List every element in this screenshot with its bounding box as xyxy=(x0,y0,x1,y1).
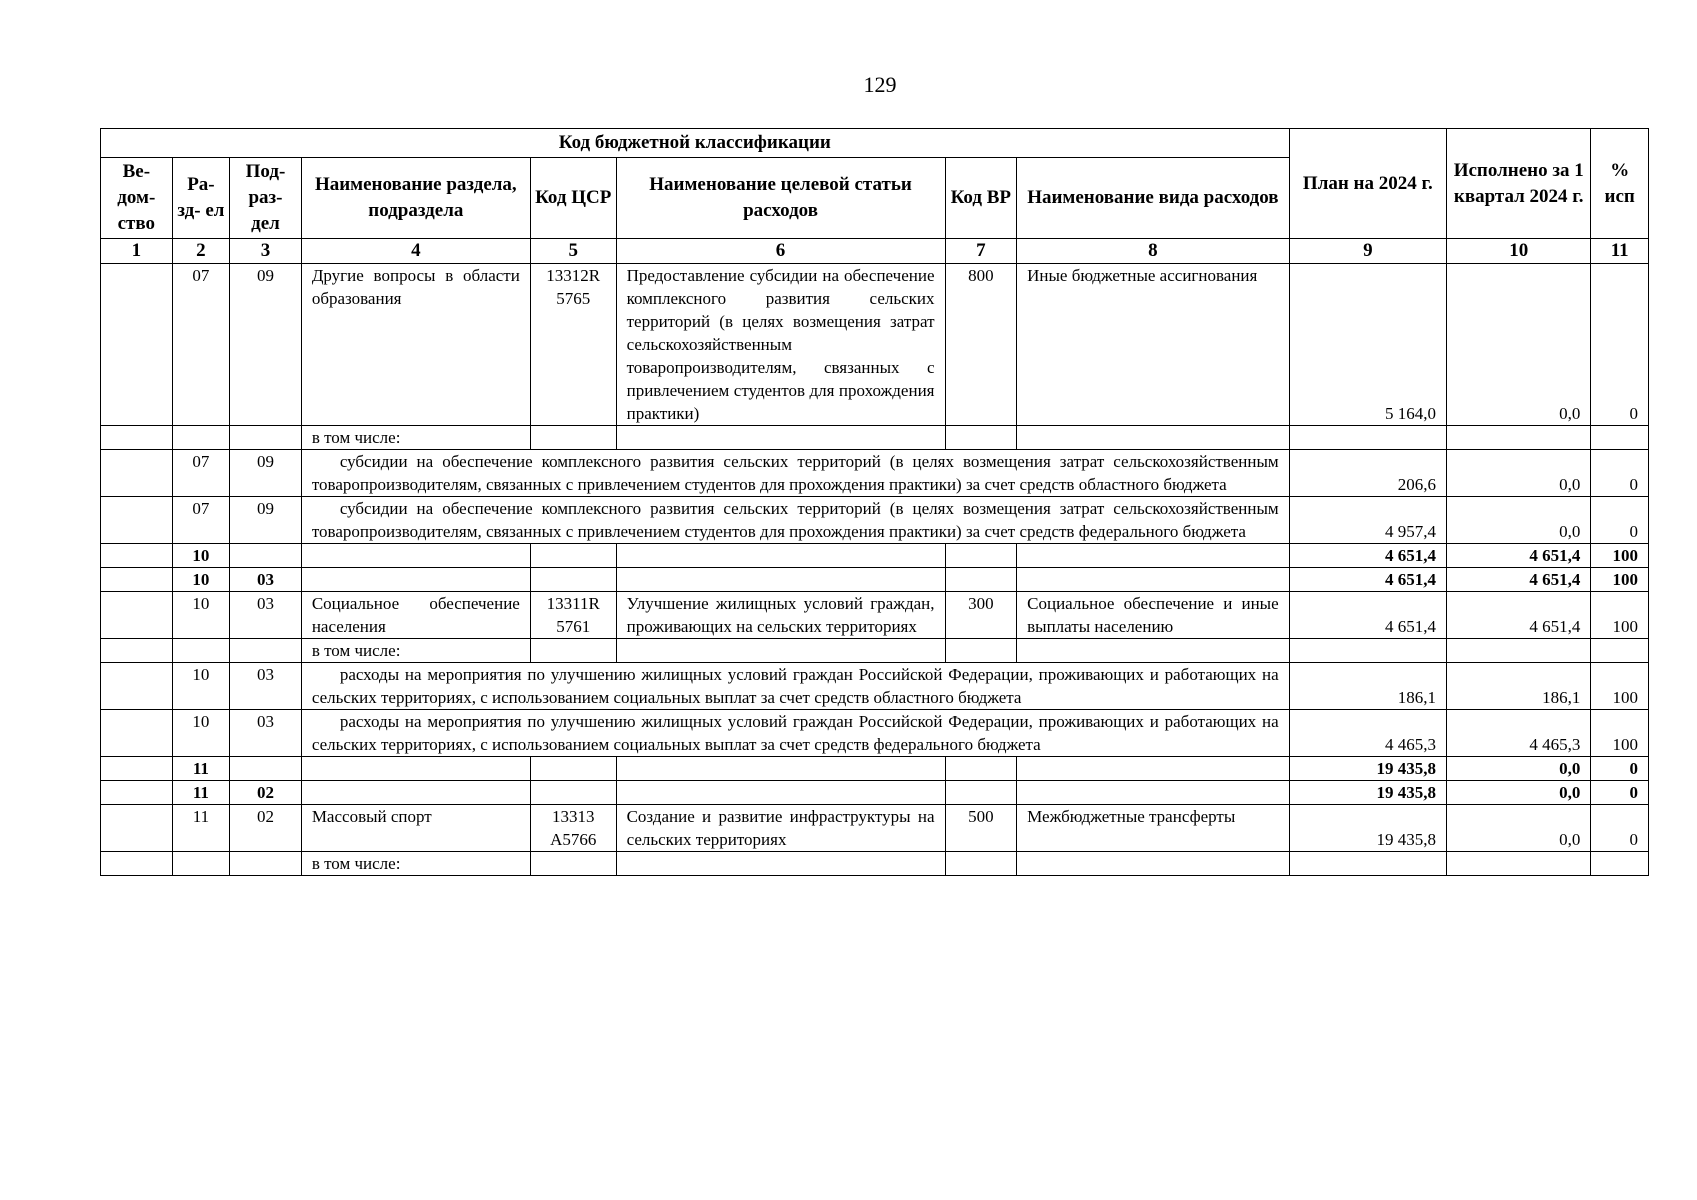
csr-cell: 13311R 5761 xyxy=(530,592,616,639)
plan-cell: 4 465,3 xyxy=(1289,710,1446,757)
description-cell: расходы на мероприятия по улучшению жилищных условий граждан Российской Федерации, проживающих и работающих на сельских территориях, с использованием социальных выплат за счет средств федерального бюджета xyxy=(301,710,1289,757)
column-number: 7 xyxy=(945,239,1017,264)
header-row-group xyxy=(101,129,1649,158)
vid-name-cell: Социальное обеспечение и иные выплаты населению xyxy=(1017,592,1290,639)
done-cell: 186,1 xyxy=(1447,663,1591,710)
table-row xyxy=(101,781,1649,805)
razdel-cell: 10 xyxy=(172,710,230,757)
column-number: 2 xyxy=(172,239,230,264)
table-row xyxy=(101,450,1649,497)
plan-cell: 19 435,8 xyxy=(1289,805,1446,852)
header-budget-code: Код бюджетной классификации xyxy=(101,129,1290,158)
header-plan: План на 2024 г. xyxy=(1289,129,1446,239)
description-cell: расходы на мероприятия по улучшению жилищных условий граждан Российской Федерации, проживающих и работающих на сельских территориях, с использованием социальных выплат за счет средств областного бюджета xyxy=(301,663,1289,710)
table-row xyxy=(101,757,1649,781)
podrazdel-cell: 03 xyxy=(230,663,302,710)
percent-cell: 0 xyxy=(1591,497,1649,544)
section-name-cell: Социальное обеспечение населения xyxy=(301,592,530,639)
done-cell: 0,0 xyxy=(1447,497,1591,544)
vr-cell: 500 xyxy=(945,805,1017,852)
column-number: 1 xyxy=(101,239,173,264)
podrazdel-cell xyxy=(230,544,302,568)
target-name-cell: Улучшение жилищных условий граждан, проживающих на сельских территориях xyxy=(616,592,945,639)
podrazdel-cell: 09 xyxy=(230,450,302,497)
razdel-cell: 11 xyxy=(172,781,230,805)
percent-cell: 100 xyxy=(1591,568,1649,592)
header-section-name: Наименование раздела, подраздела xyxy=(301,158,530,239)
vid-name-cell: Иные бюджетные ассигнования xyxy=(1017,264,1290,426)
percent-cell: 0 xyxy=(1591,757,1649,781)
plan-cell: 19 435,8 xyxy=(1289,757,1446,781)
column-number: 6 xyxy=(616,239,945,264)
table-row xyxy=(101,852,1649,876)
vedomstvo-cell xyxy=(101,450,173,497)
plan-cell: 4 957,4 xyxy=(1289,497,1446,544)
podrazdel-cell: 02 xyxy=(230,805,302,852)
percent-cell: 0 xyxy=(1591,450,1649,497)
header-razdel: Ра- зд- ел xyxy=(172,158,230,239)
column-number: 3 xyxy=(230,239,302,264)
table-row xyxy=(101,544,1649,568)
table-row xyxy=(101,805,1649,852)
vedomstvo-cell xyxy=(101,264,173,426)
done-cell: 4 651,4 xyxy=(1447,544,1591,568)
percent-cell: 100 xyxy=(1591,663,1649,710)
header-row-numbers xyxy=(101,239,1649,264)
plan-cell: 5 164,0 xyxy=(1289,264,1446,426)
column-number: 8 xyxy=(1017,239,1290,264)
vid-name-cell: Межбюджетные трансферты xyxy=(1017,805,1290,852)
done-cell: 0,0 xyxy=(1447,264,1591,426)
plan-cell: 4 651,4 xyxy=(1289,568,1446,592)
column-number: 10 xyxy=(1447,239,1591,264)
razdel-cell: 07 xyxy=(172,450,230,497)
plan-cell: 206,6 xyxy=(1289,450,1446,497)
done-cell: 0,0 xyxy=(1447,450,1591,497)
csr-cell: 13313 А5766 xyxy=(530,805,616,852)
razdel-cell: 07 xyxy=(172,264,230,426)
podrazdel-cell: 09 xyxy=(230,497,302,544)
description-cell: субсидии на обеспечение комплексного развития сельских территорий (в целях возмещения затрат сельскохозяйственным товаропроизводителям, связанных с привлечением студентов для прохождения практики) за счет средств федерального бюджета xyxy=(301,497,1289,544)
percent-cell: 100 xyxy=(1591,710,1649,757)
description-cell: субсидии на обеспечение комплексного развития сельских территорий (в целях возмещения затрат сельскохозяйственным товаропроизводителям, связанных с привлечением студентов для прохождения практики) за счет средств областного бюджета xyxy=(301,450,1289,497)
header-csr: Код ЦСР xyxy=(530,158,616,239)
csr-cell: 13312R 5765 xyxy=(530,264,616,426)
podrazdel-cell: 03 xyxy=(230,592,302,639)
vr-cell: 800 xyxy=(945,264,1017,426)
razdel-cell: 10 xyxy=(172,568,230,592)
column-number: 9 xyxy=(1289,239,1446,264)
done-cell: 4 651,4 xyxy=(1447,568,1591,592)
plan-cell: 19 435,8 xyxy=(1289,781,1446,805)
note-cell: в том числе: xyxy=(301,426,530,450)
column-number: 4 xyxy=(301,239,530,264)
done-cell: 0,0 xyxy=(1447,757,1591,781)
percent-cell: 100 xyxy=(1591,544,1649,568)
plan-cell: 4 651,4 xyxy=(1289,592,1446,639)
razdel-cell: 07 xyxy=(172,497,230,544)
plan-cell: 186,1 xyxy=(1289,663,1446,710)
done-cell: 0,0 xyxy=(1447,781,1591,805)
vedomstvo-cell xyxy=(101,710,173,757)
vedomstvo-cell xyxy=(101,805,173,852)
vr-cell: 300 xyxy=(945,592,1017,639)
table-row xyxy=(101,264,1649,426)
vedomstvo-cell xyxy=(101,663,173,710)
header-done: Исполнено за 1 квартал 2024 г. xyxy=(1447,129,1591,239)
header-target-name: Наименование целевой статьи расходов xyxy=(616,158,945,239)
podrazdel-cell: 03 xyxy=(230,710,302,757)
razdel-cell: 10 xyxy=(172,592,230,639)
table-row xyxy=(101,592,1649,639)
table-row xyxy=(101,639,1649,663)
razdel-cell: 11 xyxy=(172,805,230,852)
percent-cell: 0 xyxy=(1591,805,1649,852)
section-name-cell: Массовый спорт xyxy=(301,805,530,852)
podrazdel-cell: 02 xyxy=(230,781,302,805)
vedomstvo-cell xyxy=(101,592,173,639)
done-cell: 4 465,3 xyxy=(1447,710,1591,757)
budget-table xyxy=(100,128,1649,876)
page-number: 129 xyxy=(863,72,897,97)
target-name-cell: Предоставление субсидии на обеспечение комплексного развития сельских территорий (в целях возмещения затрат сельскохозяйственным товаропроизводителям, связанных с привлечением студентов для прохождения практики) xyxy=(616,264,945,426)
column-number: 5 xyxy=(530,239,616,264)
note-cell: в том числе: xyxy=(301,852,530,876)
plan-cell: 4 651,4 xyxy=(1289,544,1446,568)
done-cell: 4 651,4 xyxy=(1447,592,1591,639)
percent-cell: 100 xyxy=(1591,592,1649,639)
percent-cell: 0 xyxy=(1591,264,1649,426)
razdel-cell: 10 xyxy=(172,544,230,568)
razdel-cell: 10 xyxy=(172,663,230,710)
table-row xyxy=(101,568,1649,592)
table-row xyxy=(101,710,1649,757)
header-vedomstvo: Ве- дом- ство xyxy=(101,158,173,239)
note-cell: в том числе: xyxy=(301,639,530,663)
razdel-cell: 11 xyxy=(172,757,230,781)
table-row xyxy=(101,497,1649,544)
percent-cell: 0 xyxy=(1591,781,1649,805)
section-name-cell: Другие вопросы в области образования xyxy=(301,264,530,426)
done-cell: 0,0 xyxy=(1447,805,1591,852)
target-name-cell: Создание и развитие инфраструктуры на сельских территориях xyxy=(616,805,945,852)
podrazdel-cell: 09 xyxy=(230,264,302,426)
vedomstvo-cell xyxy=(101,497,173,544)
column-number: 11 xyxy=(1591,239,1649,264)
podrazdel-cell: 03 xyxy=(230,568,302,592)
table-row xyxy=(101,426,1649,450)
table-row xyxy=(101,663,1649,710)
header-podrazdel: Под- раз- дел xyxy=(230,158,302,239)
podrazdel-cell xyxy=(230,757,302,781)
header-vid-name: Наименование вида расходов xyxy=(1017,158,1290,239)
header-percent: % исп xyxy=(1591,129,1649,239)
header-vr: Код ВР xyxy=(945,158,1017,239)
